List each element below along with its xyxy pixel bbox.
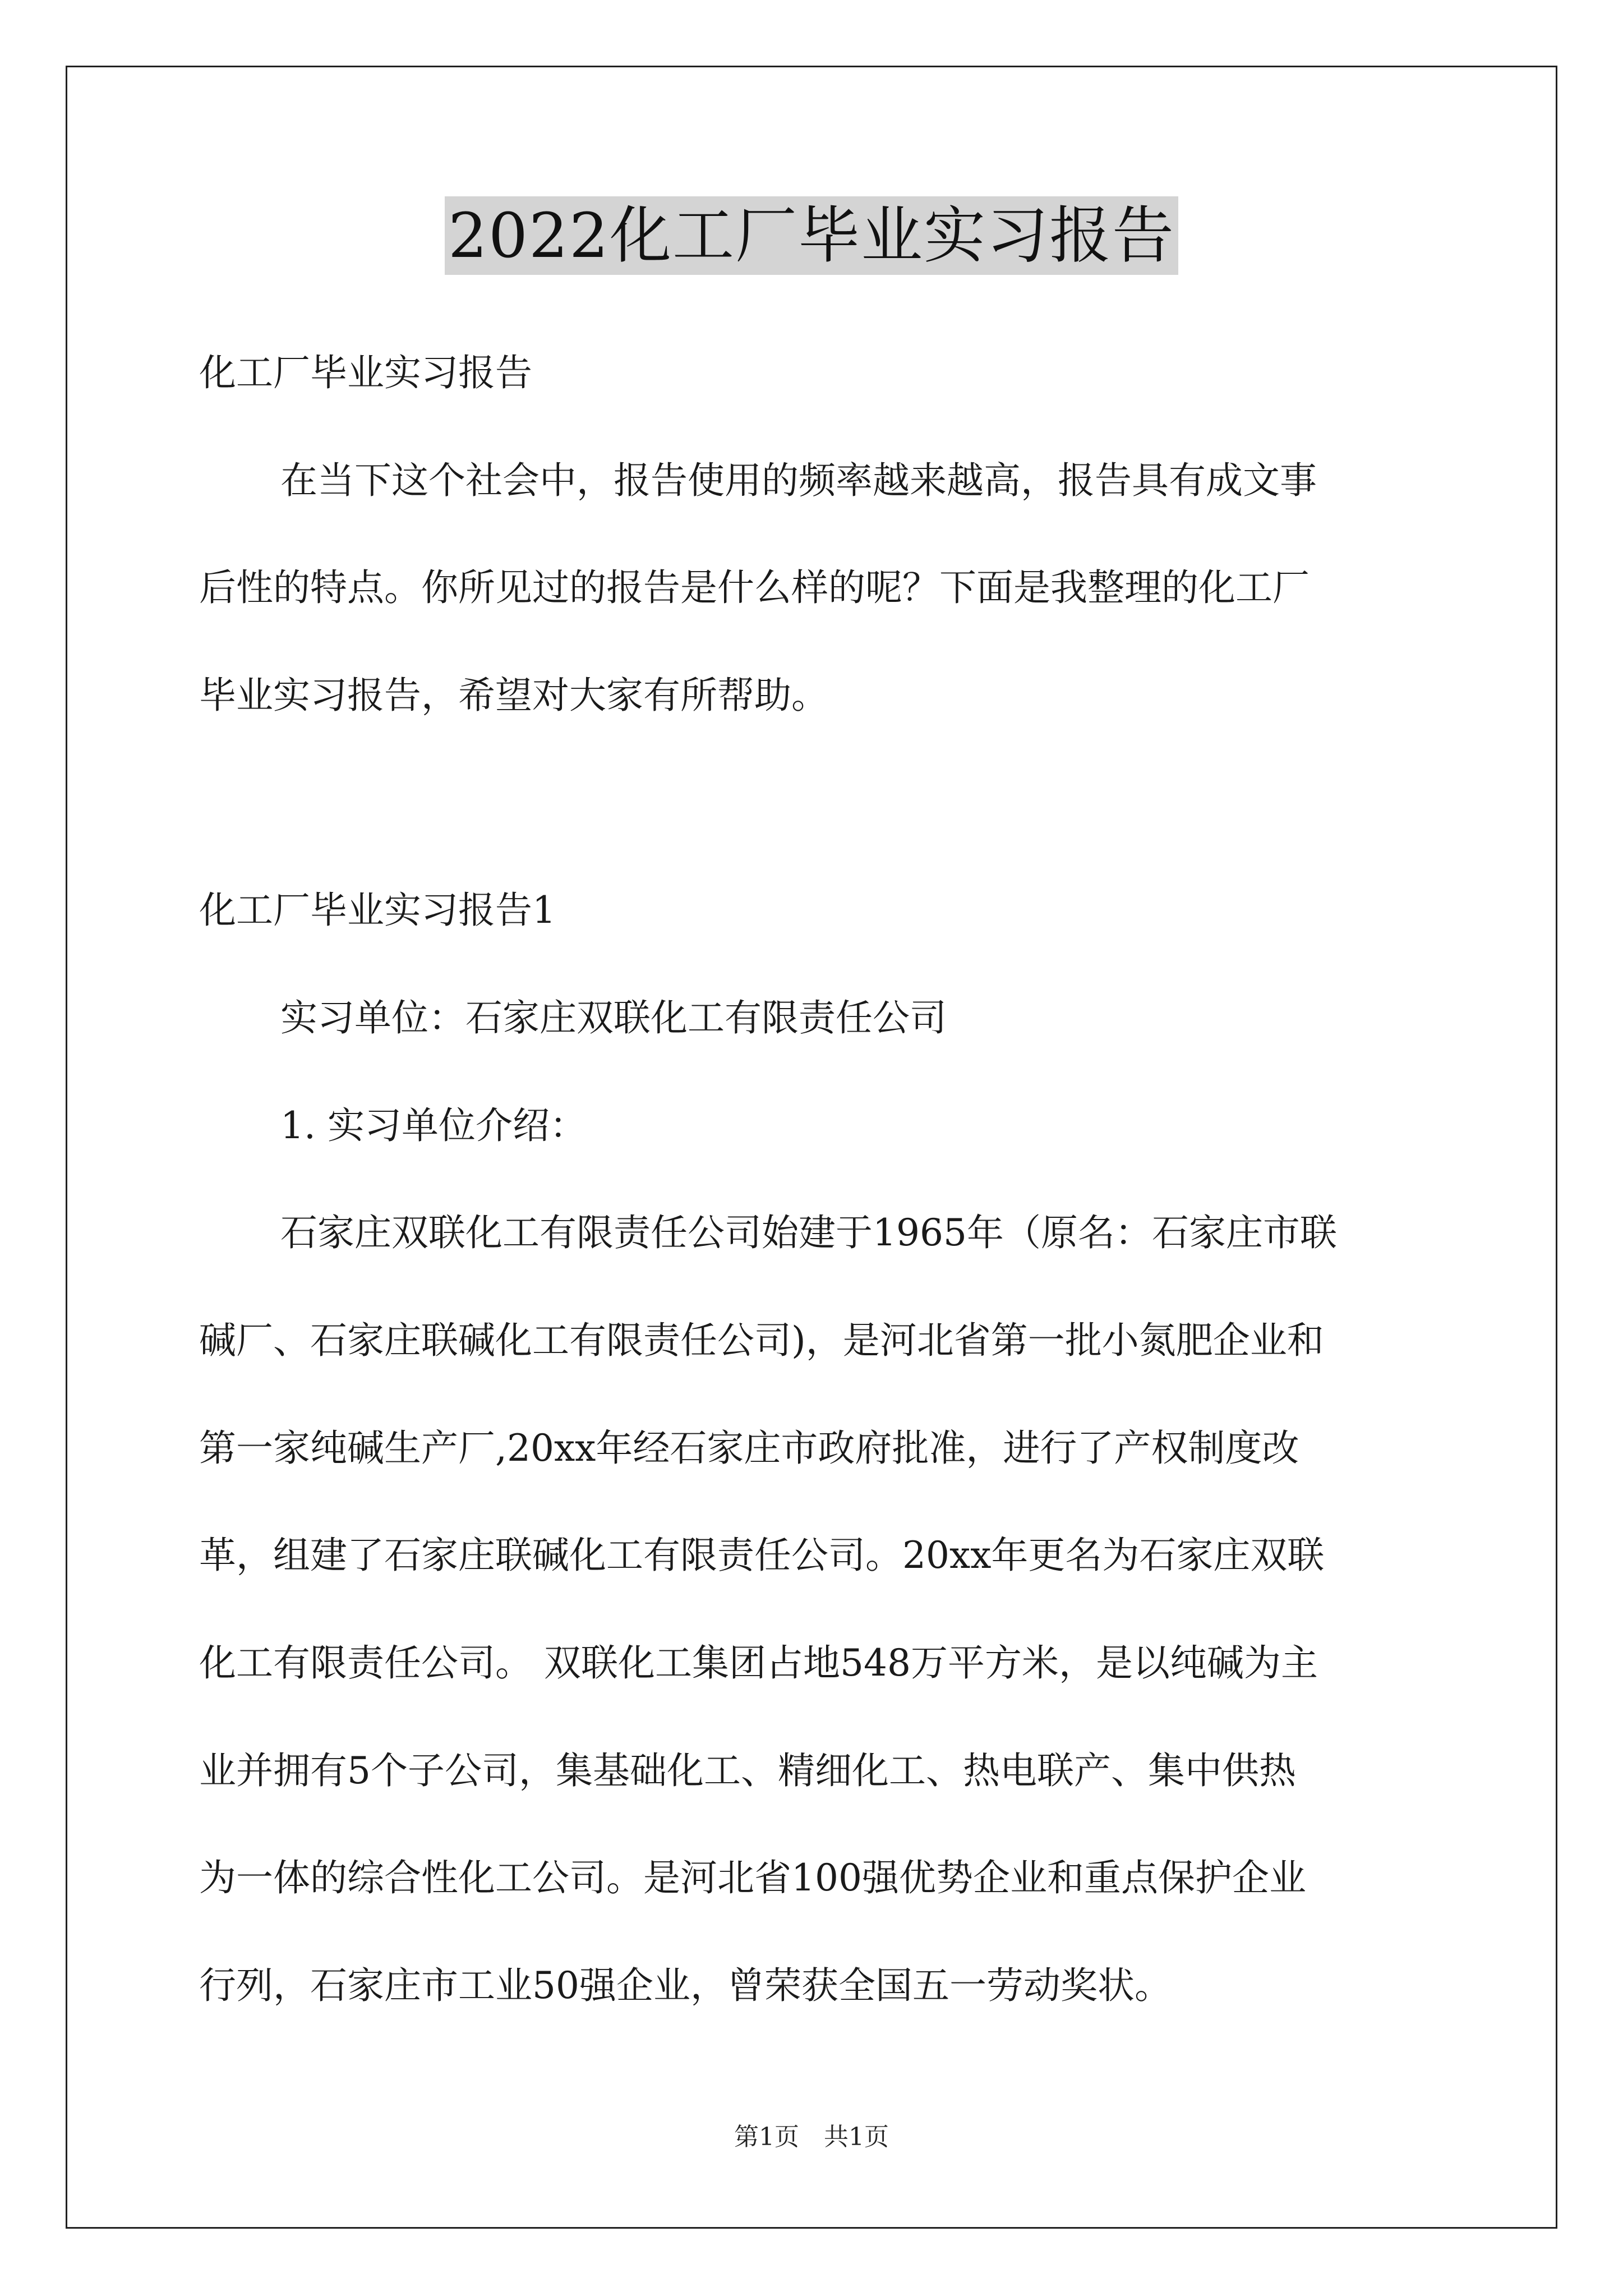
body-paragraph-line-2: 碱厂、石家庄联碱化工有限责任公司)，是河北省第一批小氮肥企业和 [199,1319,1324,1362]
section-heading: 化工厂毕业实习报告1 [199,889,556,932]
numbered-heading: 1. 实习单位介绍： [280,1104,587,1147]
body-paragraph-line-6: 业并拥有5个子公司，集基础化工、精细化工、热电联产、集中供热 [199,1749,1296,1792]
document-title: 2022化工厂毕业实习报告 [445,196,1178,275]
intro-paragraph-line-3: 毕业实习报告，希望对大家有所帮助。 [199,674,828,717]
subtitle: 化工厂毕业实习报告 [199,351,532,394]
body-paragraph-line-1: 石家庄双联化工有限责任公司始建于1965年（原名：石家庄市联 [280,1211,1337,1254]
title-container [0,196,1623,275]
body-paragraph-line-3: 第一家纯碱生产厂,20xx年经石家庄市政府批准，进行了产权制度改 [199,1427,1299,1470]
internship-unit-line: 实习单位：石家庄双联化工有限责任公司 [280,996,947,1039]
page-footer: 第1页 共1页 [734,2123,889,2151]
body-paragraph-line-7: 为一体的综合性化工公司。是河北省100强优势企业和重点保护企业 [199,1856,1306,1899]
body-paragraph-line-4: 革，组建了石家庄联碱化工有限责任公司。20xx年更名为石家庄双联 [199,1534,1325,1577]
intro-paragraph-line-1: 在当下这个社会中，报告使用的频率越来越高，报告具有成文事 [280,459,1317,502]
body-paragraph-line-5: 化工有限责任公司。 双联化工集团占地548万平方米，是以纯碱为主 [199,1641,1318,1685]
body-paragraph-line-8: 行列，石家庄市工业50强企业，曾荣获全国五一劳动奖状。 [199,1964,1172,2007]
intro-paragraph-line-2: 后性的特点。你所见过的报告是什么样的呢？下面是我整理的化工厂 [199,566,1310,609]
